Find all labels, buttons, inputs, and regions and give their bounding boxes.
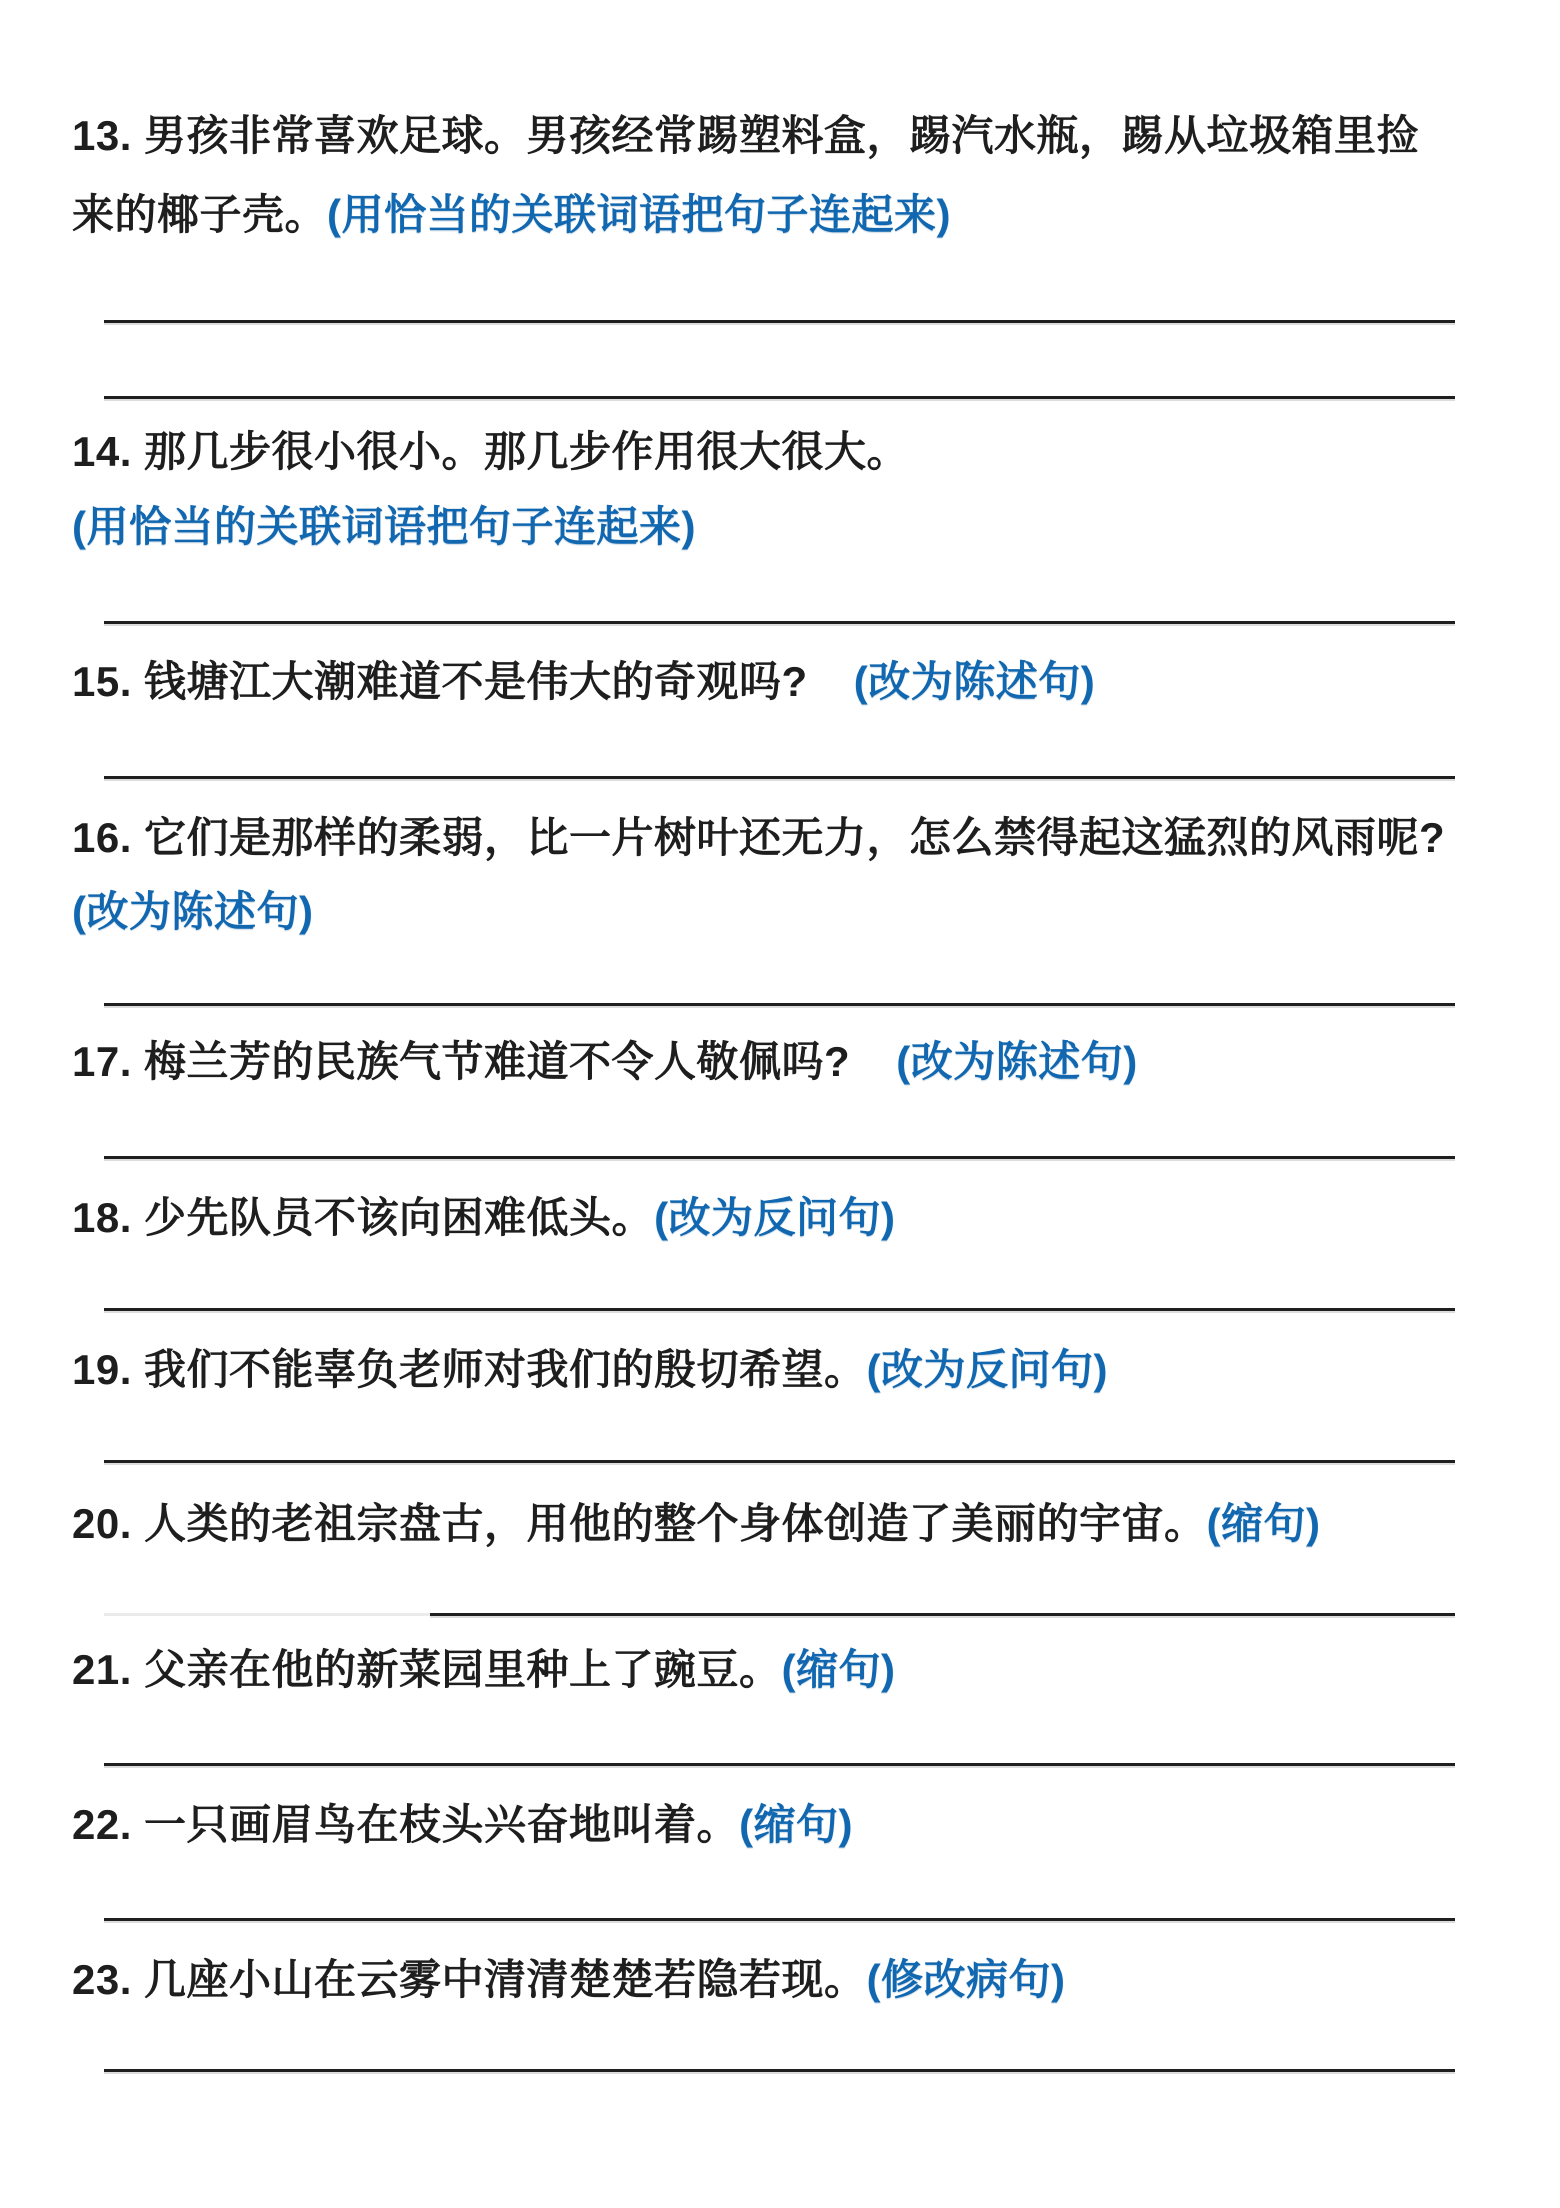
question-16-text-row	[72, 812, 1494, 864]
question-23-text: 23. 几座小山在云雾中清清楚楚若隐若现。	[72, 1956, 867, 2003]
question-19-text-row	[72, 1344, 1494, 1396]
answer-line-13-b	[104, 396, 1455, 399]
question-19-instruction: (改为反问句)	[866, 1346, 1109, 1393]
question-16-instruction-row	[72, 886, 1494, 938]
question-21-text-row	[72, 1644, 1494, 1696]
question-21-instruction: (缩句)	[781, 1646, 896, 1693]
question-18-text: 18. 少先队员不该向困难低头。	[72, 1194, 655, 1241]
question-13-text-line2: 来的椰子壳。	[72, 191, 328, 238]
answer-line-13-a	[104, 320, 1455, 323]
question-17-text: 17. 梅兰芳的民族气节难道不令人敬佩吗?	[72, 1038, 851, 1085]
answer-line-22	[104, 1918, 1455, 1921]
question-13-text-row-1	[72, 110, 1494, 162]
question-13-text-row-2	[72, 189, 1494, 241]
question-23-text-row	[72, 1954, 1494, 2006]
question-15-text-row	[72, 656, 1494, 708]
question-15-instruction: (改为陈述句)	[853, 658, 1096, 705]
question-15-text: 15. 钱塘江大潮难道不是伟大的奇观吗?	[72, 658, 808, 705]
question-21-text: 21. 父亲在他的新菜园里种上了豌豆。	[72, 1646, 782, 1693]
answer-line-23	[104, 2069, 1455, 2072]
question-14-instruction-row	[72, 501, 1494, 553]
question-17-text-row	[72, 1036, 1494, 1088]
question-20-text-row	[72, 1498, 1494, 1550]
answer-line-20-faint-segment	[104, 1613, 430, 1616]
answer-line-17	[104, 1156, 1455, 1159]
question-17-instruction: (改为陈述句)	[896, 1038, 1138, 1085]
question-13-text-line1: 13. 男孩非常喜欢足球。男孩经常踢塑料盒，踢汽水瓶，踢从垃圾箱里捡	[72, 112, 1420, 159]
question-22-instruction: (缩句)	[739, 1801, 854, 1848]
answer-line-15	[104, 776, 1455, 779]
question-23-instruction: (修改病句)	[866, 1956, 1066, 2003]
question-22-text: 22. 一只画眉鸟在枝头兴奋地叫着。	[72, 1801, 740, 1848]
answer-line-18	[104, 1308, 1455, 1311]
answer-line-21	[104, 1763, 1455, 1766]
answer-line-14	[104, 621, 1455, 624]
question-19-text: 19. 我们不能辜负老师对我们的殷切希望。	[72, 1346, 867, 1393]
question-18-text-row	[72, 1192, 1494, 1244]
answer-line-20	[430, 1613, 1455, 1616]
question-16-text: 16. 它们是那样的柔弱，比一片树叶还无力，怎么禁得起这猛烈的风雨呢?	[72, 814, 1446, 861]
question-20-instruction: (缩句)	[1206, 1500, 1321, 1547]
question-16-instruction: (改为陈述句)	[72, 888, 314, 935]
answer-line-16	[104, 1003, 1455, 1006]
question-18-instruction: (改为反问句)	[654, 1194, 896, 1241]
question-22-text-row	[72, 1799, 1494, 1851]
answer-line-19	[104, 1460, 1455, 1463]
question-14-text: 14. 那几步很小很小。那几步作用很大很大。	[72, 428, 910, 475]
question-20-text: 20. 人类的老祖宗盘古，用他的整个身体创造了美丽的宇宙。	[72, 1500, 1207, 1547]
question-14-text-row	[72, 426, 1494, 478]
question-14-instruction: (用恰当的关联词语把句子连起来)	[72, 503, 696, 550]
question-13-instruction: (用恰当的关联词语把句子连起来)	[327, 191, 951, 238]
